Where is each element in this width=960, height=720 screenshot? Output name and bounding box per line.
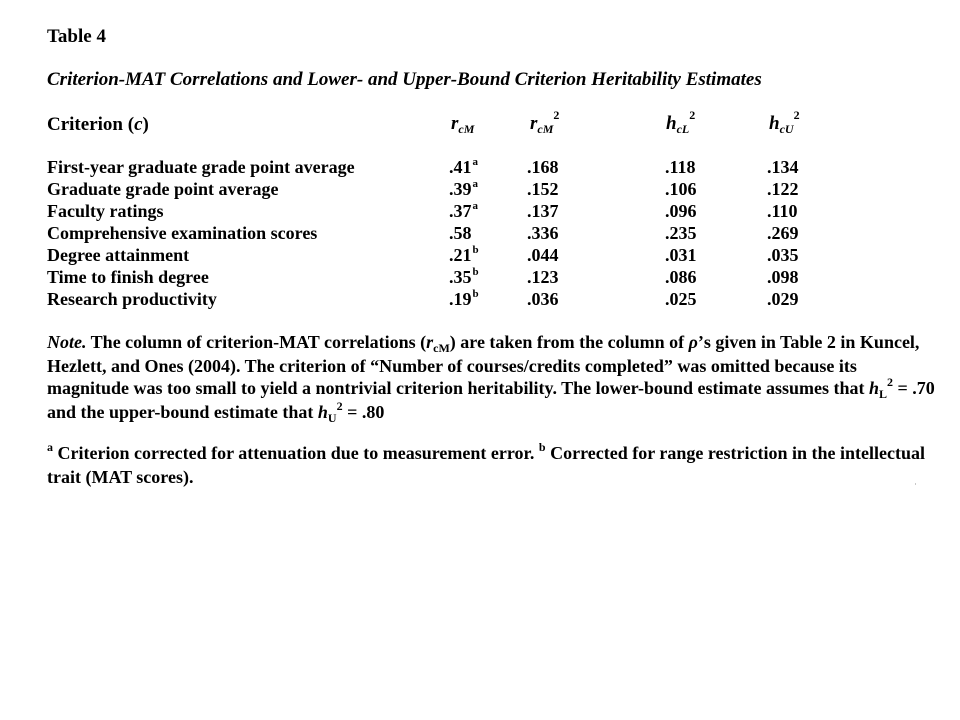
cell-r-cm bbox=[449, 179, 478, 200]
cell-r-cm bbox=[449, 245, 479, 266]
cell-r-value: .39 bbox=[449, 179, 472, 199]
note-text-2: ) are taken from the column of bbox=[449, 332, 689, 352]
table-row bbox=[0, 245, 960, 267]
table-row bbox=[0, 179, 960, 201]
cell-r-cm bbox=[449, 289, 479, 310]
header-criterion-var: c bbox=[134, 114, 143, 135]
cell-r-cm-squared: .044 bbox=[527, 245, 559, 265]
cell-criterion: Faculty ratings bbox=[47, 201, 164, 221]
cell-r-mark: a bbox=[472, 200, 478, 212]
cell-h-cl-squared: .096 bbox=[665, 201, 697, 221]
table-row bbox=[0, 201, 960, 223]
note-hl-base: h bbox=[868, 378, 879, 398]
header-r2-base: r bbox=[530, 113, 538, 134]
header-criterion-close: ) bbox=[142, 114, 149, 135]
note-hl-sup: 2 bbox=[887, 375, 894, 389]
cell-r-value: .21 bbox=[449, 245, 472, 265]
cell-r-value: .19 bbox=[449, 289, 472, 309]
cell-h-cu-squared: .035 bbox=[767, 245, 799, 265]
cell-h-cu-squared: .134 bbox=[767, 157, 799, 177]
cell-criterion: Comprehensive examination scores bbox=[47, 223, 318, 243]
header-r-sub: cM bbox=[458, 122, 475, 136]
cell-criterion: Graduate grade point average bbox=[47, 179, 279, 199]
cell-r-value: .41 bbox=[449, 157, 472, 177]
cell-h-cu-squared: .269 bbox=[767, 223, 799, 243]
note-rho: ρ bbox=[688, 332, 698, 352]
cell-criterion: First-year graduate grade point average bbox=[47, 157, 355, 177]
header-criterion-text: Criterion ( bbox=[47, 114, 135, 135]
header-hl-sub: cL bbox=[676, 122, 690, 136]
cell-r-cm bbox=[449, 223, 473, 244]
note-text-1: The column of criterion-MAT correlations ( bbox=[86, 332, 427, 352]
note-hu-base: h bbox=[317, 402, 328, 422]
header-r-cm bbox=[451, 113, 474, 135]
cell-h-cl-squared: .031 bbox=[665, 245, 697, 265]
cell-r-cm-squared: .152 bbox=[527, 179, 559, 199]
header-hu-sub: cU bbox=[779, 122, 794, 136]
cell-r-cm bbox=[449, 157, 478, 178]
table-label: Table 4 bbox=[47, 26, 106, 47]
table-title: Criterion-MAT Correlations and Lower- and Upper-Bound Criterion Heritability Estimates bbox=[47, 69, 762, 90]
cell-r-cm bbox=[449, 267, 479, 288]
header-hu-base: h bbox=[769, 113, 780, 134]
cell-h-cu-squared: .029 bbox=[767, 289, 799, 309]
header-hl-base: h bbox=[666, 113, 677, 134]
header-r-base: r bbox=[451, 113, 459, 134]
cell-r-mark: b bbox=[472, 288, 479, 300]
note-text-3: ’s given in Table 2 in Kuncel, Hezlett, and Ones (2004). The criterion of “Number of courses/credits completed” was omitted because its magnitude was too small to yield a nontrivial criterion heritability. The lower-bound estimate assumes that bbox=[47, 332, 920, 398]
note-hu-sub: U bbox=[327, 411, 337, 425]
cell-h-cl-squared: .118 bbox=[665, 157, 696, 177]
cell-r-cm-squared: .336 bbox=[527, 223, 559, 243]
header-h-cl-squared bbox=[666, 108, 696, 136]
cell-h-cl-squared: .025 bbox=[665, 289, 697, 309]
header-criterion bbox=[47, 114, 149, 136]
note-text-4: = .70 and the upper-bound estimate that bbox=[47, 378, 935, 422]
cell-r-cm-squared: .137 bbox=[527, 201, 559, 221]
header-hl-sup: 2 bbox=[689, 108, 696, 122]
cell-r-cm-squared: .168 bbox=[527, 157, 559, 177]
header-h-cu-squared bbox=[769, 108, 800, 136]
footnote-a-mark: a bbox=[47, 440, 53, 454]
cell-h-cu-squared: .098 bbox=[767, 267, 799, 287]
note-r-sub: cM bbox=[433, 341, 450, 355]
note-hl-sub: L bbox=[879, 387, 888, 401]
cell-r-value: .58 bbox=[449, 223, 472, 243]
cell-h-cl-squared: .086 bbox=[665, 267, 697, 287]
table-row bbox=[0, 267, 960, 289]
cell-r-cm-squared: .123 bbox=[527, 267, 559, 287]
note-text-5: = .80 bbox=[342, 402, 385, 422]
header-r2-sub: cM bbox=[537, 122, 554, 136]
table-row bbox=[0, 289, 960, 311]
cell-criterion: Time to finish degree bbox=[47, 267, 209, 287]
table-row bbox=[0, 223, 960, 245]
footnote-a-text: Criterion corrected for attenuation due to measurement error. bbox=[53, 443, 539, 463]
cell-criterion: Research productivity bbox=[47, 289, 217, 309]
cell-r-mark: a bbox=[472, 178, 478, 190]
header-r-cm-squared bbox=[530, 108, 560, 136]
note-label: Note. bbox=[47, 332, 87, 352]
table-row bbox=[0, 157, 960, 179]
cell-r-value: .37 bbox=[449, 201, 472, 221]
footnote-b-mark: b bbox=[538, 440, 546, 454]
cell-criterion: Degree attainment bbox=[47, 245, 190, 265]
cell-r-cm bbox=[449, 201, 478, 222]
cell-h-cu-squared: .122 bbox=[767, 179, 799, 199]
note-hu-sup: 2 bbox=[336, 399, 343, 413]
header-r2-sup: 2 bbox=[553, 108, 560, 122]
cell-r-mark: a bbox=[472, 156, 478, 168]
cell-h-cl-squared: .235 bbox=[665, 223, 697, 243]
scan-speck bbox=[915, 483, 916, 485]
cell-r-cm-squared: .036 bbox=[527, 289, 559, 309]
header-hu-sup: 2 bbox=[793, 108, 800, 122]
cell-h-cu-squared: .110 bbox=[767, 201, 798, 221]
cell-h-cl-squared: .106 bbox=[665, 179, 697, 199]
cell-r-value: .35 bbox=[449, 267, 472, 287]
note-r-base: r bbox=[426, 332, 434, 352]
table-footnotes bbox=[47, 442, 937, 488]
cell-r-mark: b bbox=[472, 244, 479, 256]
table-note bbox=[47, 331, 937, 425]
cell-r-mark: b bbox=[472, 266, 479, 278]
footnote-b-text: Corrected for range restriction in the intellectual trait (MAT scores). bbox=[47, 443, 925, 487]
